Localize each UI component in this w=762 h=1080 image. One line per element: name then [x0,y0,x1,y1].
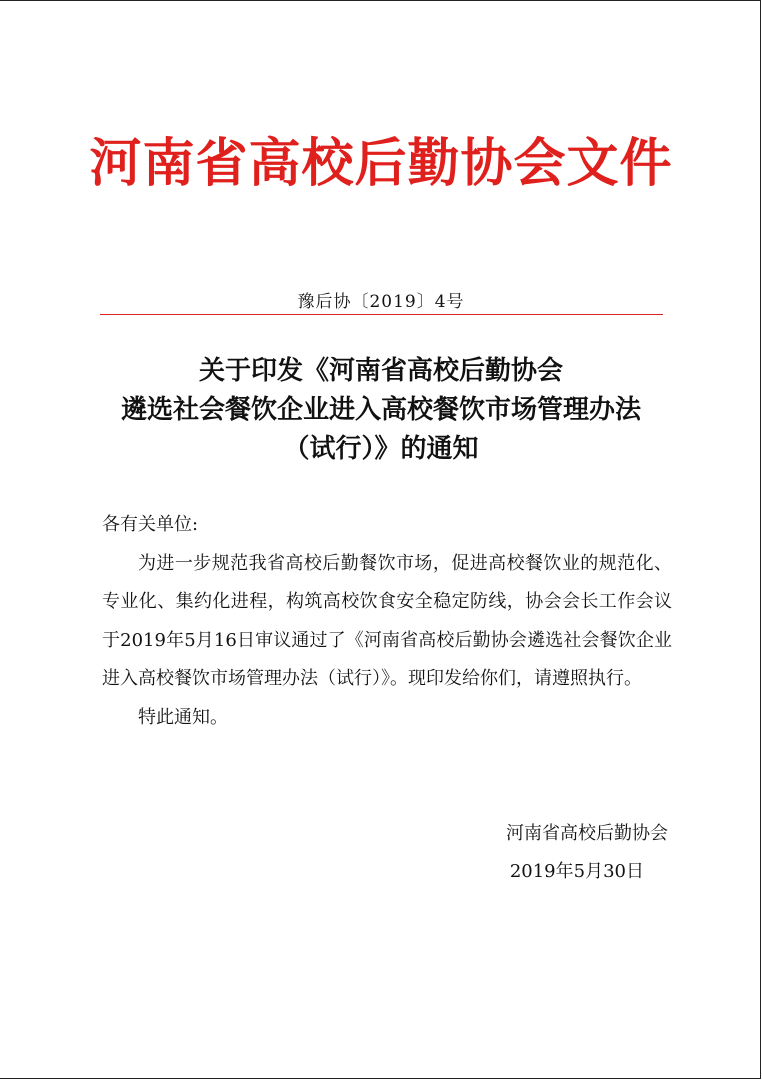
signature-date: 2019年5月30日 [509,861,644,882]
title-line-3: （试行）》的通知 [283,434,479,464]
masthead-title: 河南省高校后勤协会文件 [89,133,673,194]
body-paragraph: 为进一步规范我省高校后勤餐饮市场，促进高校餐饮业的规范化、专业化、集约化进程，构筑高校饮食安全稳定防线，协会会长工作会议于2019年5月16日审议通过了《河南省高校后勤协会遴选社会餐饮企业进入高校餐饮市场管理办法（试行）》。现印发给你们，请遵照执行。 [102,552,672,689]
signature-block [0,815,668,891]
title-line-1: 关于印发《河南省高校后勤协会 [198,356,563,386]
document-number: 豫后协〔2019〕4号 [297,292,465,312]
signature-organization: 河南省高校后勤协会 [506,823,668,844]
closing-line: 特此通知。 [138,706,228,728]
salutation: 各有关单位: [102,514,199,535]
document-title [60,352,702,469]
document-body [102,506,672,737]
red-divider-line [100,314,663,315]
title-line-2: 遴选社会餐饮企业进入高校餐饮市场管理办法 [120,395,641,425]
